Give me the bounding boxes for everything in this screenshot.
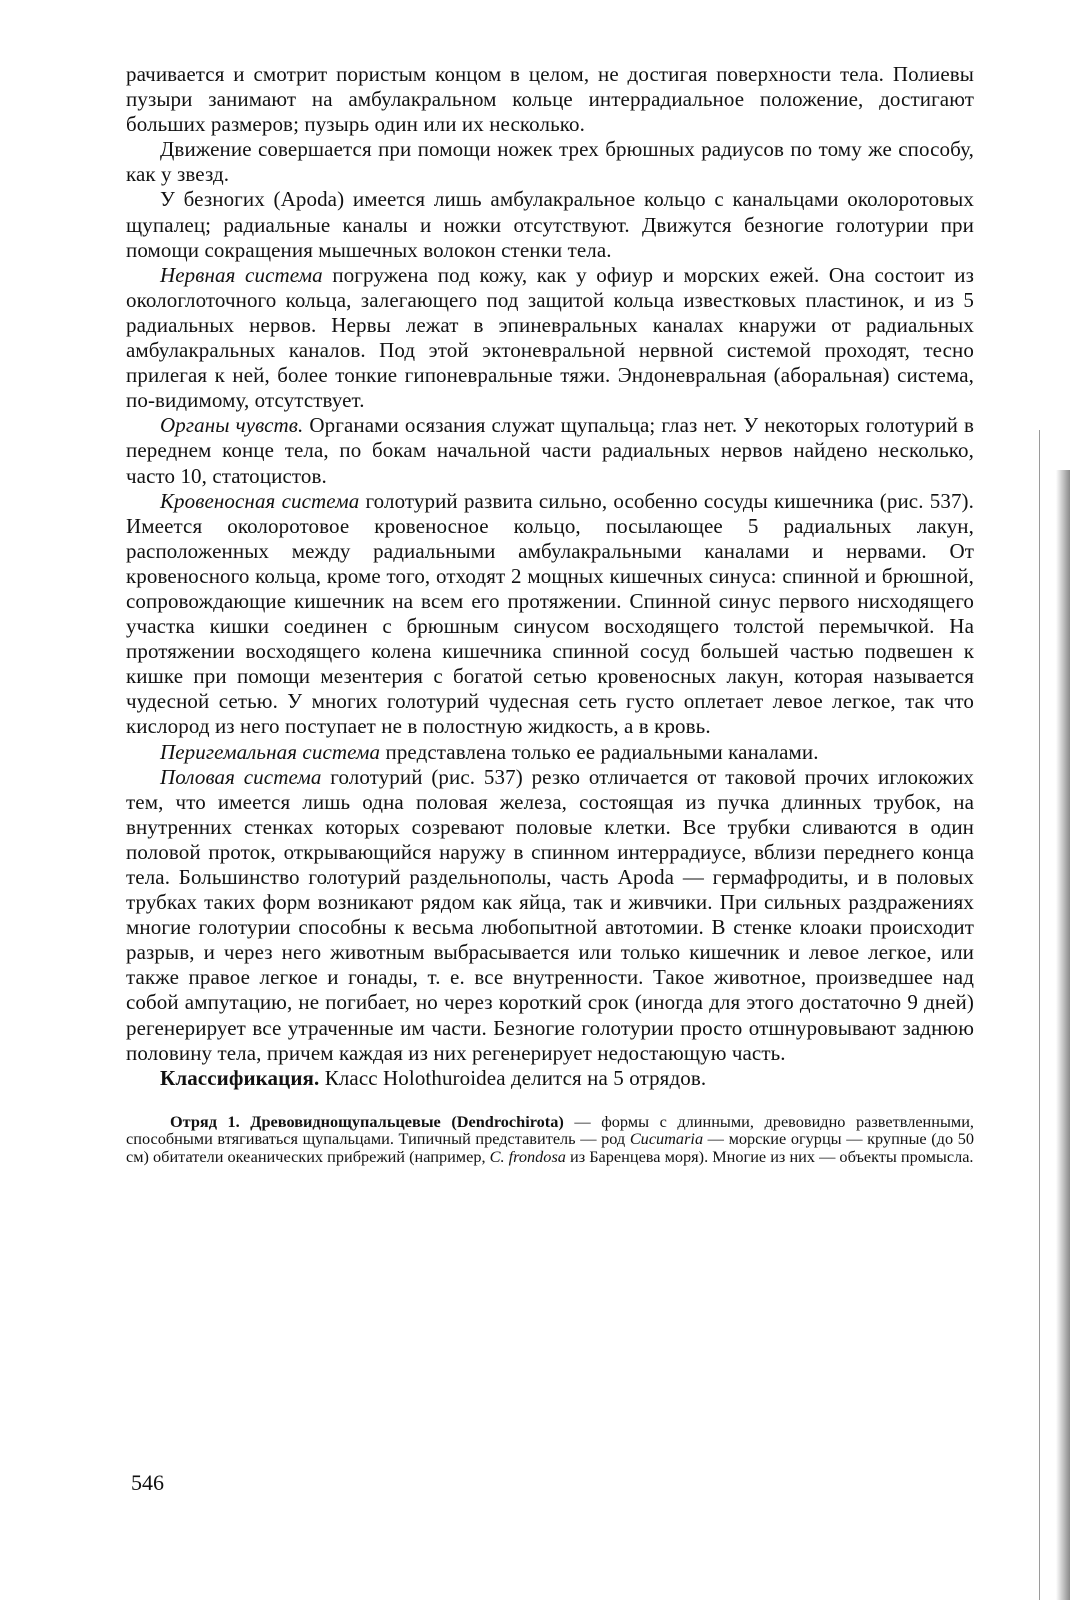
paragraph-heading: Кровеносная система	[160, 488, 360, 513]
footnote-text-part: — формы с длинными, древовидно разветвленными, способными втягиваться щупальцами. Типичный представитель — род	[126, 1111, 974, 1149]
page-edge-shadow	[1056, 470, 1070, 1600]
paragraph-heading: Органы чувств.	[160, 413, 304, 438]
paragraph-text: У безногих (Apoda) имеется лишь амбулакральное кольцо с канальцами околоротовых щупалец; радиальные каналы и ножки отсутствуют. Движутся безногие голотурии при помощи сокращения мышечных волокон стенки тела.	[126, 187, 974, 262]
paragraph-movement	[126, 137, 974, 187]
paragraph-apoda	[126, 187, 974, 262]
paragraph-text: рачивается и смотрит пористым концом в целом, не достигая поверхности тела. Полиевы пузыри занимают на амбулакральном кольце интеррадиальное положение, достигают больших размеров; пузырь один или их несколько.	[126, 62, 974, 137]
paragraph-perihemal-system	[126, 740, 974, 765]
paragraph-heading: Перигемальная система	[160, 739, 381, 764]
page-body	[126, 62, 974, 1165]
footnote-text-part: — морские огурцы — крупные (до 50 см) обитатели океанических прибрежий (например,	[126, 1129, 974, 1166]
paragraph-sense-organs	[126, 413, 974, 488]
paragraph-text: голотурий (рис. 537) резко отличается от таковой прочих иглокожих тем, что имеется лишь одна половая железа, состоящая из пучка длинных трубок, на внутренних стенках которых созревают половые клетки. Все трубки сливаются в один половой проток, открывающийся наружу в спинном интеррадиусе, вблизи переднего конца тела. Большинство голотурий раздельнополы, часть Apoda — гермафродиты, и в половых трубках таких форм возникают рядом как яйца, так и живчики. При сильных раздражениях многие голотурии способны к весьма любопытной автотомии. В стенке клоаки происходит разрыв, и через него животным выбрасывается или только кишечник и левое легкое, или также правое легкое и гонады, т. е. все внутренности. Такое животное, произведшее над собой ампутацию, не погибает, но через короткий срок (иногда для этого достаточно 9 дней) регенерирует все утраченные им части. Безногие голотурии просто отшнуровывают заднюю половину тела, причем каждая из них регенерирует недостающую часть.	[126, 764, 975, 1065]
paragraph-classification	[126, 1066, 974, 1091]
paragraph-text: погружена под кожу, как у офиур и морских ежей. Она состоит из окологлоточного кольца, залегающего под защитой кольца известковых пластинок, и из 5 радиальных нервов. Нервы лежат в эпиневральных каналах кнаружи от радиальных амбулакральных каналов. Под этой эктоневральной нервной системой проходят, тесно прилегая к ней, более тонкие гипоневральные тяжи. Эндоневральная (аборальная) система, по-видимому, отсутствует.	[126, 262, 974, 413]
paragraph-text: Движение совершается при помощи ножек трех брюшных радиусов по тому же способу, как у звезд.	[126, 137, 974, 187]
classification-heading: Классификация.	[160, 1065, 320, 1090]
paragraph-reproductive-system	[126, 765, 974, 1066]
paragraph-heading: Половая система	[160, 764, 322, 789]
paragraph-nervous-system	[126, 263, 974, 414]
paragraph-text: представлена только ее радиальными каналами.	[380, 739, 819, 764]
footnote-genus: Cucumaria	[629, 1129, 704, 1149]
classification-text: Класс Holothuroidea делится на 5 отрядов.	[319, 1065, 707, 1090]
footnote-order-1	[126, 1113, 974, 1165]
footnote-text-part: из Баренцева моря). Многие из них — объекты промысла.	[565, 1146, 974, 1166]
footnote-heading: Отряд 1. Древовиднощупальцевые (Dendrochirota)	[170, 1111, 564, 1131]
paragraph-text: голотурий развита сильно, особенно сосуды кишечника (рис. 537). Имеется околоротовое кровеносное кольцо, посылающее 5 радиальных лакун, расположенных между радиальными амбулакральными каналами и нервами. От кровеносного кольца, кроме того, отходят 2 мощных кишечных синуса: спинной и брюшной, сопровождающие кишечник на всем его протяжении. Спинной синус первого нисходящего участка кишки соединен с брюшным синусом восходящего толстой перемычкой. На протяжении восходящего колена кишечника спинной сосуд большей частью подвешен к кишке при помощи мезентерия с богатой сетью кровеносных лакун, которая называется чудесной сетью. У многих голотурий чудесная сеть густо оплетает левое легкое, так что кислород из него поступает не в полостную жидкость, а в кровь.	[126, 488, 974, 739]
page-edge-line	[1039, 430, 1040, 1600]
paragraph-circulatory-system	[126, 489, 974, 740]
paragraph-heading: Нервная система	[160, 262, 323, 287]
paragraph-text: Органами осязания служат щупальца; глаз нет. У некоторых голотурий в переднем конце тела, по бокам начальной части радиальных нервов найдено несколько, часто 10, статоцистов.	[126, 413, 974, 488]
page-number: 546	[131, 1470, 164, 1495]
footnote-species: C. frondosa	[489, 1146, 566, 1166]
paragraph-continuation	[126, 62, 974, 137]
